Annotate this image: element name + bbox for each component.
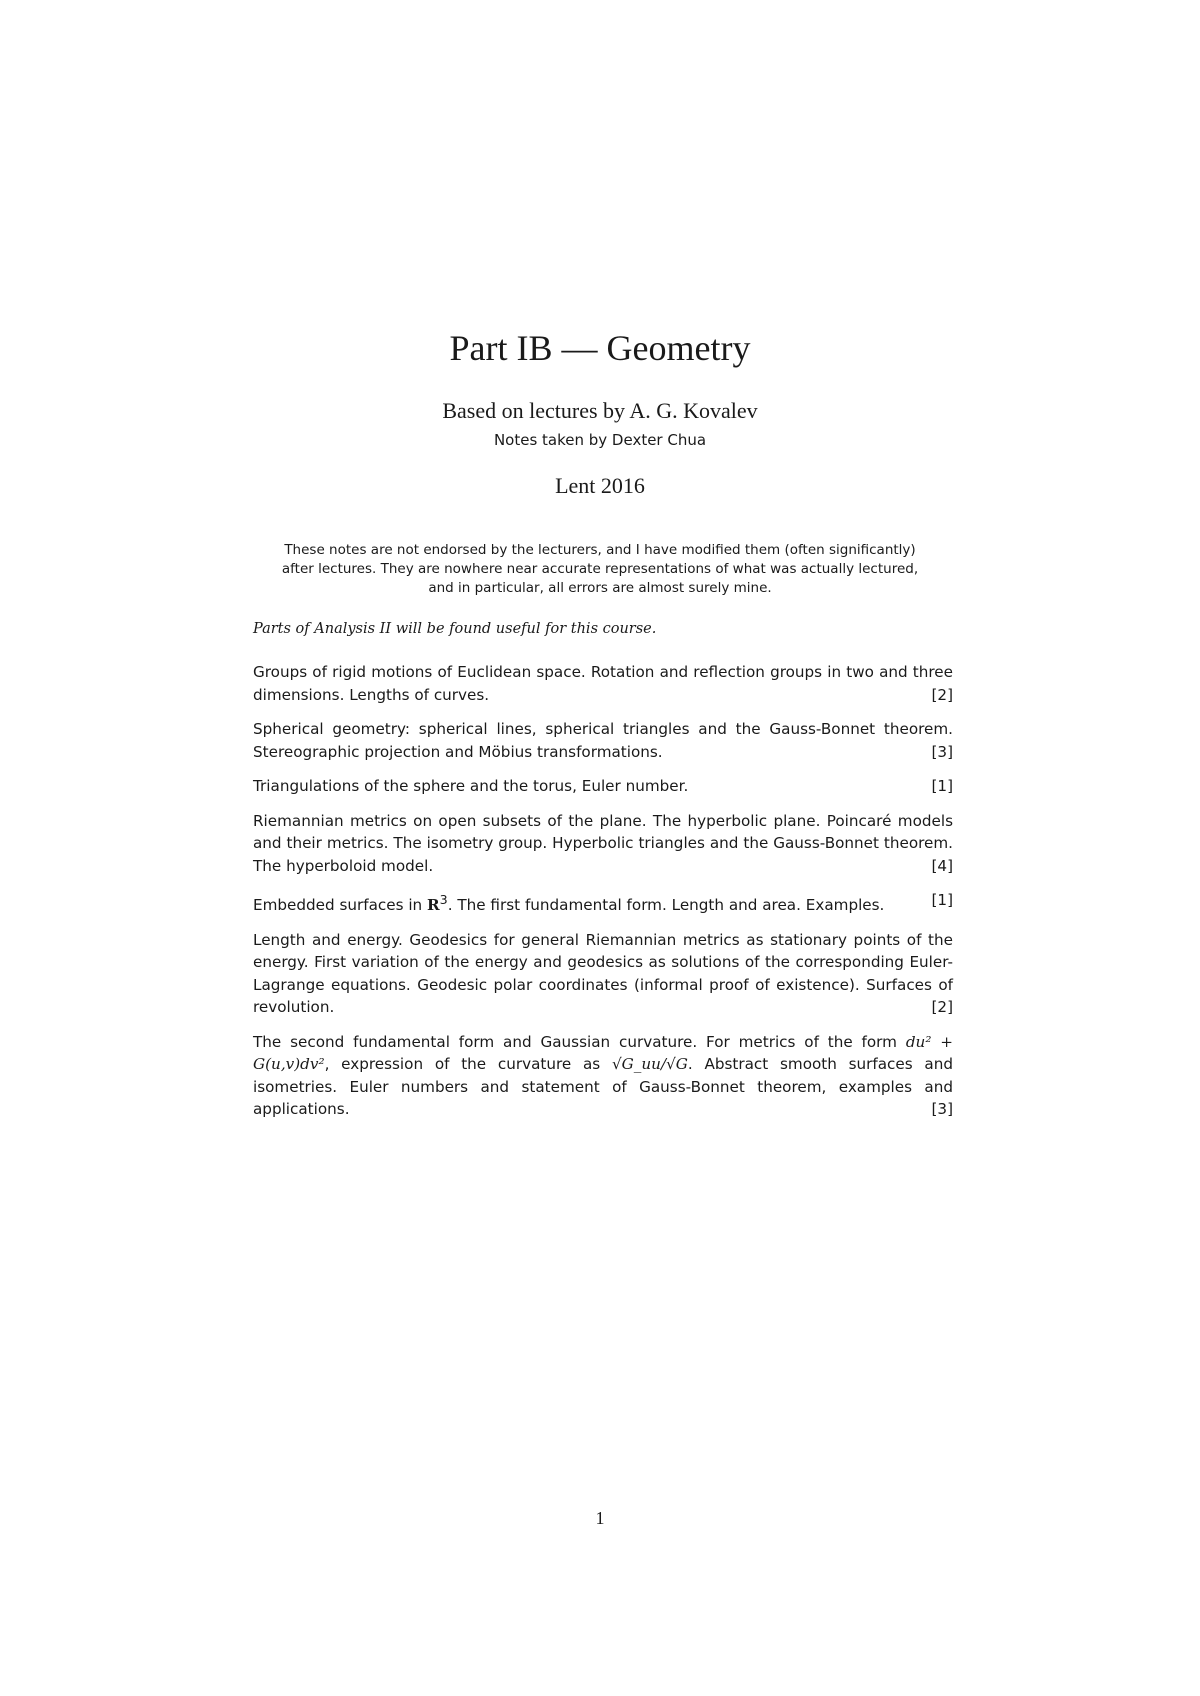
math-reals: R [427, 896, 440, 915]
lecture-hours: [1] [931, 777, 953, 795]
syllabus-item [253, 889, 953, 917]
page-number: 1 [595, 1508, 605, 1528]
lecture-hours: [2] [931, 998, 953, 1017]
syllabus-item [253, 1031, 953, 1121]
lecture-hours: [4] [931, 856, 953, 875]
syllabus-item-text: , expression of the curvature as [324, 1055, 612, 1074]
syllabus-item [253, 929, 953, 1019]
term-line: Lent 2016 [555, 473, 645, 498]
lecture-hours: [2] [931, 685, 953, 704]
lecture-hours: [3] [931, 1100, 953, 1119]
syllabus-item-text: Length and energy. Geodesics for general Riemannian metrics as stationary points of the energy. First variation of the energy and geodesics as solutions of the corresponding Euler-Lagrange equations. Geodesic polar coordinates (informal proof of existence). Surfaces of revolution. [253, 930, 953, 1017]
disclaimer: These notes are not endorsed by the lecturers, and I have modified them (often significantly) after lectures. They are nowhere near accurate representations of what was actually lectured, and in particular, all errors are almost surely mine. [281, 542, 919, 596]
document-title: Part IB — Geometry [449, 328, 751, 368]
syllabus-item [253, 810, 953, 878]
syllabus-item-text: . The first fundamental form. Length and area. Examples. [447, 896, 885, 915]
syllabus-item-text: . Abstract smooth surfaces and isometries. Euler numbers and statement of Gauss-Bonnet theorem, examples and applications. [253, 1055, 953, 1119]
syllabus-item-text: The second fundamental form and Gaussian curvature. For metrics of the form [253, 1032, 906, 1051]
author-line: Notes taken by Dexter Chua [493, 431, 707, 449]
syllabus-item [253, 775, 953, 798]
math-curvature: √G_uu/√G [611, 1055, 688, 1074]
syllabus [253, 661, 953, 1133]
syllabus-item-text: Embedded surfaces in [253, 896, 428, 915]
lecturer-line: Based on lectures by A. G. Kovalev [442, 398, 758, 423]
syllabus-item [253, 718, 953, 763]
lecture-hours: [3] [931, 742, 953, 761]
math-superscript: 3 [439, 892, 448, 907]
syllabus-item-text: Groups of rigid motions of Euclidean space. Rotation and reflection groups in two and three dimensions. Lengths of curves. [253, 663, 953, 704]
prerequisite-note: Parts of Analysis II will be found useful for this course. [253, 621, 657, 637]
syllabus-item-text: Riemannian metrics on open subsets of the plane. The hyperbolic plane. Poincaré models and their metrics. The isometry group. Hyperbolic triangles and the Gauss-Bonnet theorem. The hyperboloid model. [253, 811, 953, 875]
syllabus-item [253, 661, 953, 706]
math-metric: du² + G(u,v)dv² [253, 1032, 953, 1074]
lecture-hours: [1] [931, 891, 953, 909]
syllabus-item-text: Spherical geometry: spherical lines, spherical triangles and the Gauss-Bonnet theorem. Stereographic projection and Möbius transformations. [253, 720, 953, 761]
syllabus-item-text: Triangulations of the sphere and the torus, Euler number. [253, 777, 689, 795]
